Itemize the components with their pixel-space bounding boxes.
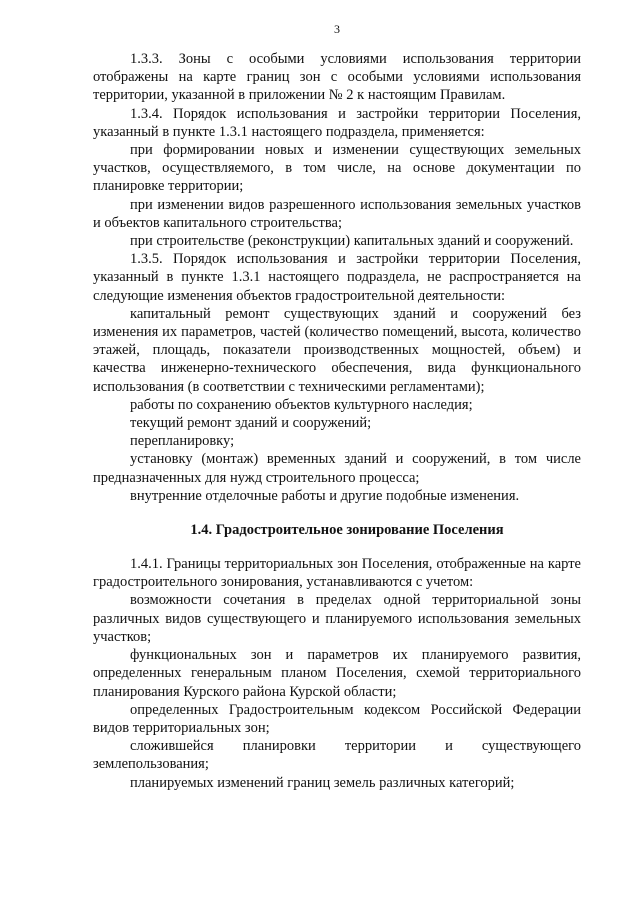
list-item: капитальный ремонт существующих зданий и сооружений без изменения их параметров, частей (количество помещений, высота, количество этажей, площадь, показатели производственных мощностей, объем) и качества инженерно-технического обеспечения, вида функционального использования (в соответствии с техническими регламентами);	[93, 305, 581, 395]
list-item: работы по сохранению объектов культурного наследия;	[130, 396, 473, 413]
list-item: установку (монтаж) временных зданий и сооружений, в том числе предназначенных для нужд строительного процесса;	[93, 451, 581, 486]
paragraph-1-3-5: 1.3.5. Порядок использования и застройки территории Поселения, указанный в пункте 1.3.1 настоящего подраздела, не распространяется на следующие изменения объектов градостроительной деятельности:	[93, 251, 581, 304]
list-item: перепланировку;	[130, 433, 235, 450]
section-heading: 1.4. Градостроительное зонирование Поселения	[190, 522, 504, 539]
list-item: при формировании новых и изменении существующих земельных участков, осуществляемого, в том числе, на основе документации по планировке территории;	[93, 142, 581, 195]
list-item: при строительстве (реконструкции) капитальных зданий и сооружений.	[130, 233, 574, 250]
paragraph-1-3-3: 1.3.3. Зоны с особыми условиями использования территории отображены на карте границ зон с особыми условиями использования территории, указанной в приложении № 2 к настоящим Правилам.	[93, 51, 581, 104]
page-number: 3	[334, 22, 340, 36]
list-item: планируемых изменений границ земель различных категорий;	[130, 774, 515, 791]
list-item: сложившейся планировки территории и существующего землепользования;	[93, 738, 581, 773]
list-item: функциональных зон и параметров их планируемого развития, определенных генеральным планом Поселения, схемой территориального планирования Курского района Курской области;	[93, 647, 581, 700]
list-item: возможности сочетания в пределах одной территориальной зоны различных видов существующего и планируемого использования земельных участков;	[93, 592, 581, 645]
list-item: текущий ремонт зданий и сооружений;	[130, 415, 372, 432]
list-item: определенных Градостроительным кодексом Российской Федерации видов территориальных зон;	[93, 701, 581, 736]
list-item: при изменении видов разрешенного использования земельных участков и объектов капитального строительства;	[93, 196, 581, 231]
list-item: внутренние отделочные работы и другие подобные изменения.	[130, 487, 520, 504]
body-text-after	[93, 555, 581, 792]
paragraph-1-3-4: 1.3.4. Порядок использования и застройки территории Поселения, указанный в пункте 1.3.1 настоящего подраздела, применяется:	[93, 105, 581, 140]
body-text-before	[93, 50, 581, 505]
paragraph-1-4-1: 1.4.1. Границы территориальных зон Поселения, отображенные на карте градостроительного зонирования, устанавливаются с учетом:	[93, 556, 581, 591]
